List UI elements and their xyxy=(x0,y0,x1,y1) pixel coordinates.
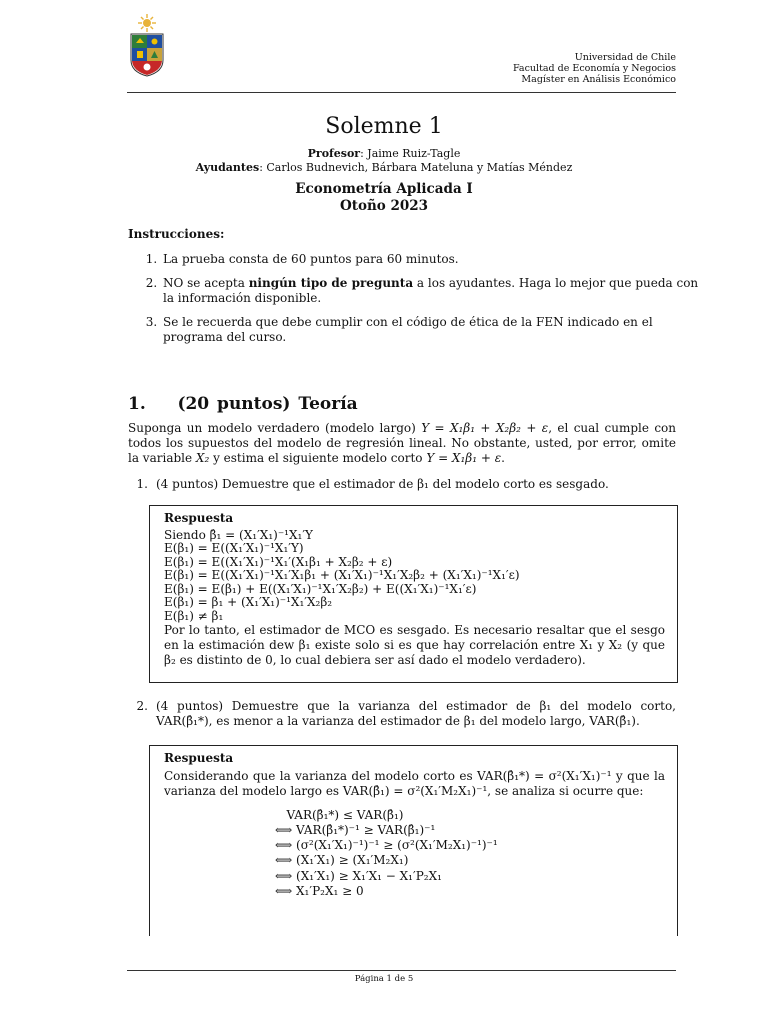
instructions-heading: Instrucciones: xyxy=(128,227,225,241)
instruction-item xyxy=(161,252,709,267)
course-term: Otoño 2023 xyxy=(339,198,429,214)
answer-line: E(β₁) = E((X₁′X₁)⁻¹X₁′Y) xyxy=(164,541,304,555)
professor-line xyxy=(0,147,768,160)
instruction-text: NO se acepta xyxy=(163,276,249,290)
section-heading xyxy=(128,394,358,414)
question-2 xyxy=(128,699,676,729)
answer-line: E(β₁) = β₁ + (X₁′X₁)⁻¹X₁′X₂β₂ xyxy=(164,595,333,609)
faculty-name: Facultad de Economía y Negocios xyxy=(512,63,676,74)
answer-intro: Considerando que la varianza del modelo corto es VAR(β̂₁*) = σ²(X₁′X₁)⁻¹ y que la varianza del modelo largo es VAR(β̂₁) = σ²(X₁′M₂X₁)⁻¹, se analiza si ocurre que: xyxy=(164,768,665,798)
page-header xyxy=(513,52,676,85)
answer-label: Respuesta xyxy=(164,751,234,765)
assistants-line xyxy=(0,161,768,174)
answer-line: E(β₁) = E(β₁) + E((X₁′X₁)⁻¹X₁′X₂β₂) + E((X₁′X₁)⁻¹X₁′ε) xyxy=(164,581,477,596)
answer-box-2 xyxy=(149,745,678,936)
instruction-item xyxy=(161,315,709,345)
instruction-text: a los ayudantes. Haga lo mejor que pueda con la información disponible. xyxy=(163,276,699,305)
assistants-names: : Carlos Budnevich, Bárbara Mateluna y Matías Méndez xyxy=(259,161,573,174)
course-name: Econometría Aplicada I xyxy=(295,181,473,197)
answer-conclusion: Por lo tanto, el estimador de MCO es sesgado. Es necesario resaltar que el sesgo en la estimación dew β₁ existe solo si es que hay correlación entre X₁ y X₂ (y que β₂ es distinto de 0, lo cual debiera ser así dado el modelo verdadero). xyxy=(164,623,665,667)
answer-line: Siendo β̂₁ = (X₁′X₁)⁻¹X₁′Y xyxy=(164,527,313,542)
answer-label: Respuesta xyxy=(164,511,234,525)
question-number: 1. xyxy=(136,477,148,491)
professor-label: Profesor xyxy=(307,147,361,160)
question-1 xyxy=(128,477,676,492)
professor-name: : Jaime Ruiz-Tagle xyxy=(360,147,461,160)
equivalence-line: ⟺ (X₁′X₁) ≥ X₁′X₁ − X₁′P₂X₁ xyxy=(275,868,442,883)
university-name: Universidad de Chile xyxy=(574,52,676,63)
instruction-text: Se le recuerda que debe cumplir con el código de ética de la FEN indicado en el programa del curso. xyxy=(163,315,653,344)
section-number: 1. xyxy=(128,394,146,414)
page-footer: Página 1 de 5 xyxy=(354,974,414,984)
section-intro: Suponga un modelo verdadero (modelo largo) Y = X₁β₁ + X₂β₂ + ε, el cual cumple con todos los supuestos del modelo de regresión lineal. No obstante, usted, por error, omite la variable X₂ y estima el siguiente modelo corto Y = X₁β₁ + ε. xyxy=(128,421,676,465)
answer-line: E(β₁) ≠ β₁ xyxy=(164,608,224,623)
question-text: (4 puntos) Demuestre que la varianza del estimador de β₁ del modelo corto, VAR(β̂₁*), es menor a la varianza del estimador de β₁ del modelo largo, VAR(β̂₁). xyxy=(156,699,676,728)
answer-line: E(β₁) = E((X₁′X₁)⁻¹X₁′(X₁β₁ + X₂β₂ + ε) xyxy=(164,554,393,569)
equivalence-line: ⟺ (σ²(X₁′X₁)⁻¹)⁻¹ ≥ (σ²(X₁′M₂X₁)⁻¹)⁻¹ xyxy=(275,838,498,853)
instruction-bold: ningún tipo de pregunta xyxy=(248,276,414,290)
equivalence-line: ⟺ X₁′P₂X₁ ≥ 0 xyxy=(275,883,364,898)
assistants-label: Ayudantes xyxy=(195,161,260,174)
equivalence-line: ⟺ (X₁′X₁) ≥ (X₁′M₂X₁) xyxy=(275,853,409,868)
instructions-list xyxy=(128,252,709,354)
program-name: Magíster en Análisis Económico xyxy=(521,74,676,85)
question-text: (4 puntos) Demuestre que el estimador de β₁ del modelo corto es sesgado. xyxy=(156,477,609,491)
footer-rule xyxy=(127,970,676,971)
answer-line: E(β₁) = E((X₁′X₁)⁻¹X₁′X₁β₁ + (X₁′X₁)⁻¹X₁′X₂β₂ + (X₁′X₁)⁻¹X₁′ε) xyxy=(164,568,520,582)
instruction-text: La prueba consta de 60 puntos para 60 minutos. xyxy=(163,252,459,266)
answer-box-1 xyxy=(149,505,678,683)
header-rule xyxy=(127,92,676,93)
equivalence-line: VAR(β̂₁*) ≤ VAR(β̂₁) xyxy=(275,807,404,822)
question-number: 2. xyxy=(136,699,148,713)
equivalence-line: ⟺ VAR(β̂₁*)⁻¹ ≥ VAR(β̂₁)⁻¹ xyxy=(275,822,436,837)
instruction-item xyxy=(161,276,709,306)
university-logo xyxy=(127,14,167,78)
page-title: Solemne 1 xyxy=(325,114,443,139)
section-title: (20 puntos) Teoría xyxy=(177,394,358,414)
